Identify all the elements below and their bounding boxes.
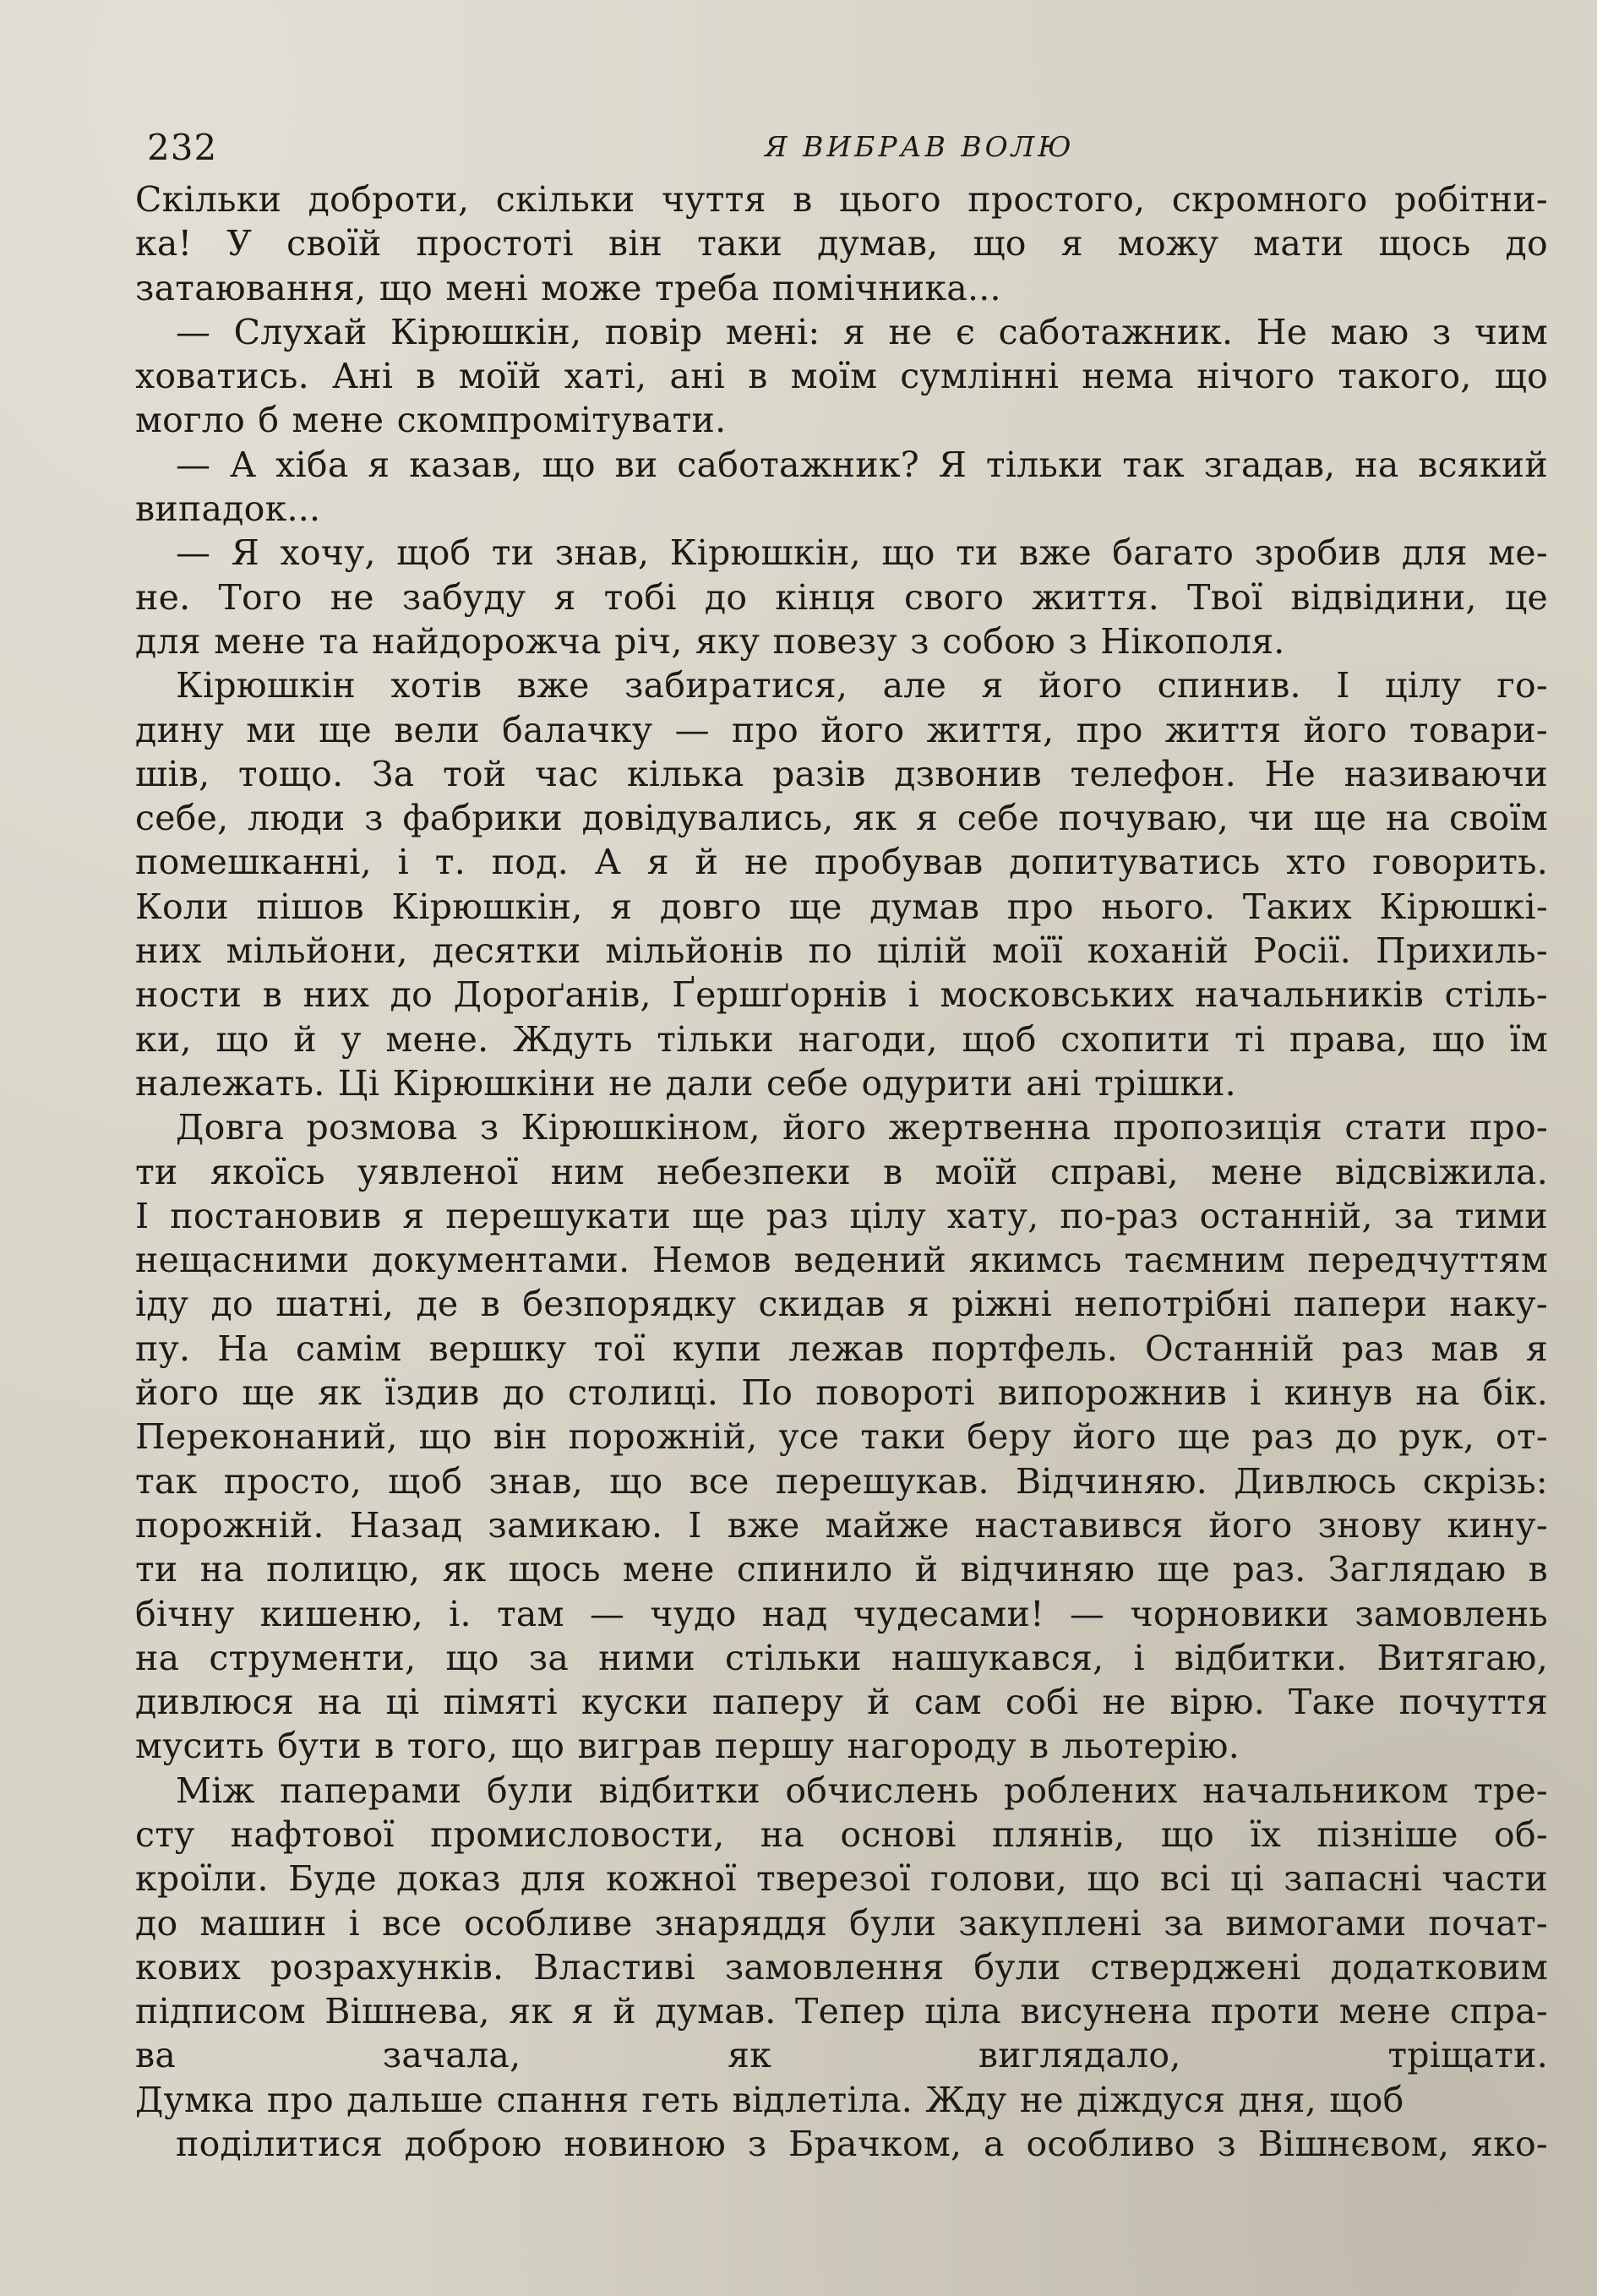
paragraph-7 (135, 1769, 1548, 2122)
text-line: дину ми ще вели балачку — про його життя, про життя його товари- (135, 709, 1548, 750)
paragraph-2 (135, 310, 1548, 443)
text-line: ти якоїсь уявленої ним небезпеки в моїй справі, мене відсвіжила. (135, 1151, 1548, 1192)
text-line: його ще як їздив до столиці. По повороті випорожнив і кинув на бік. (135, 1372, 1548, 1414)
paragraph-4 (135, 531, 1548, 663)
text-line: затаювання, що мені може треба помічника... (135, 267, 1001, 308)
text-line: ки, що й у мене. Ждуть тільки нагоди, щоб схопити ті права, що їм (135, 1018, 1548, 1060)
text-line: до машин і все особливе знаряддя були закуплені за вимогами почат- (135, 1902, 1548, 1944)
text-line: кових розрахунків. Властиві замовлення були стверджені додатковим (135, 1946, 1548, 1988)
page-number: 232 (147, 127, 218, 168)
text-line: — А хіба я казав, що ви саботажник? Я тільки так згадав, на всякий (176, 444, 1548, 485)
text-line: І постановив я перешукати ще раз цілу хату, по-раз останній, за тими (135, 1195, 1548, 1236)
paragraph-3 (135, 443, 1548, 532)
text-line: підписом Вішнева, як я й думав. Тепер ціла висунена проти мене спра- (135, 1991, 1548, 2032)
text-line: Коли пішов Кірюшкін, я довго ще думав про нього. Таких Кірюшкі- (135, 886, 1548, 927)
text-line: пу. На самім вершку тої купи лежав портфель. Останній раз мав я (135, 1328, 1548, 1369)
text-line: — Слухай Кірюшкін, повір мені: я не є саботажник. Не маю з чим (176, 311, 1548, 352)
paragraph-6 (135, 1105, 1548, 1768)
text-line: Скільки доброти, скільки чуття в цього простого, скромного робітни- (135, 179, 1548, 220)
text-line: іду до шатні, де в безпорядку скидав я ріжні непотрібні папери наку- (135, 1284, 1548, 1325)
text-line: для мене та найдорожча річ, яку повезу з собою з Нікополя. (135, 620, 1285, 662)
text-line: — Я хочу, щоб ти знав, Кірюшкін, що ти вже багато зробив для ме- (176, 532, 1548, 574)
text-line: шів, тощо. За той час кілька разів дзвонив телефон. Не називаючи (135, 753, 1548, 794)
text-line: дивлюся на ці пімяті куски паперу й сам собі не вірю. Таке почуття (135, 1682, 1548, 1723)
book-title: Я ВИБРАВ ВОЛЮ (765, 130, 1075, 163)
text-line: Переконаний, що він порожній, усе таки беру його ще раз до рук, от- (135, 1416, 1548, 1458)
text-line: ва зачала, як виглядало, тріщати. (135, 2035, 1548, 2076)
text-line: на струменти, що за ними стільки нашукався, і відбитки. Витягаю, (135, 1637, 1548, 1678)
text-line: ности в них до Дороґанів, Ґершґорнів і московських начальників стіль- (135, 974, 1548, 1016)
text-line: випадок... (135, 488, 321, 530)
text-line: ховатись. Ані в моїй хаті, ані в моїм сумлінні нема нічого такого, що (135, 356, 1548, 397)
text-line: так просто, щоб знав, що все перешукав. Відчиняю. Дивлюсь скрізь: (135, 1460, 1548, 1502)
text-line: мусить бути в того, що виграв першу нагороду в льотерію. (135, 1726, 1240, 1767)
text-line: нещасними документами. Немов ведений якимсь таємним передчуттям (135, 1240, 1548, 1281)
text-line: кроїли. Буде доказ для кожної тверезої голови, що всі ці запасні части (135, 1858, 1548, 1900)
text-line: Думка про дальше спання геть відлетіла. Жду не діждуся дня, щоб (135, 2079, 1404, 2120)
text-line: помешканні, і т. под. А я й не пробував допитуватись хто говорить. (135, 842, 1548, 883)
text-line: поділитися доброю новиною з Брачком, а особливо з Вішнєвом, яко- (176, 2124, 1548, 2165)
paragraph-5 (135, 663, 1548, 1105)
text-line: них мільйони, десятки мільйонів по цілій моїї коханій Росії. Прихиль- (135, 930, 1548, 972)
text-line: могло б мене скомпромітувати. (135, 400, 727, 441)
running-head (135, 110, 1556, 177)
paragraph-8 (135, 2122, 1548, 2166)
text-line: Між паперами були відбитки обчислень роблених начальником тре- (176, 1770, 1548, 1811)
text-line: ка! У своїй простоті він таки думав, що я можу мати щось до (135, 223, 1548, 265)
text-line: Довга розмова з Кірюшкіном, його жертвенна пропозиція стати про- (176, 1107, 1548, 1148)
body-text (135, 177, 1548, 2166)
text-line: бічну кишеню, і. там — чудо над чудесами! — чорновики замовлень (135, 1593, 1548, 1634)
text-line: Кірюшкін хотів вже забиратися, але я його спинив. І цілу го- (176, 665, 1548, 706)
paragraph-1 (135, 177, 1548, 310)
text-line: порожній. Назад замикаю. І вже майже наставився його знову кину- (135, 1504, 1548, 1546)
text-line: сту нафтової промисловости, на основі плянів, що їх пізніше об- (135, 1813, 1548, 1855)
text-line: не. Того не забуду я тобі до кінця свого життя. Твої відвідини, це (135, 576, 1548, 618)
text-line: себе, люди з фабрики довідувались, як я себе почуваю, чи ще на своїм (135, 798, 1548, 839)
text-line: належать. Ці Кірюшкіни не дали себе одурити ані трішки. (135, 1062, 1236, 1104)
text-line: ти на полицю, як щось мене спинило й відчиняю ще раз. Заглядаю в (135, 1549, 1548, 1590)
